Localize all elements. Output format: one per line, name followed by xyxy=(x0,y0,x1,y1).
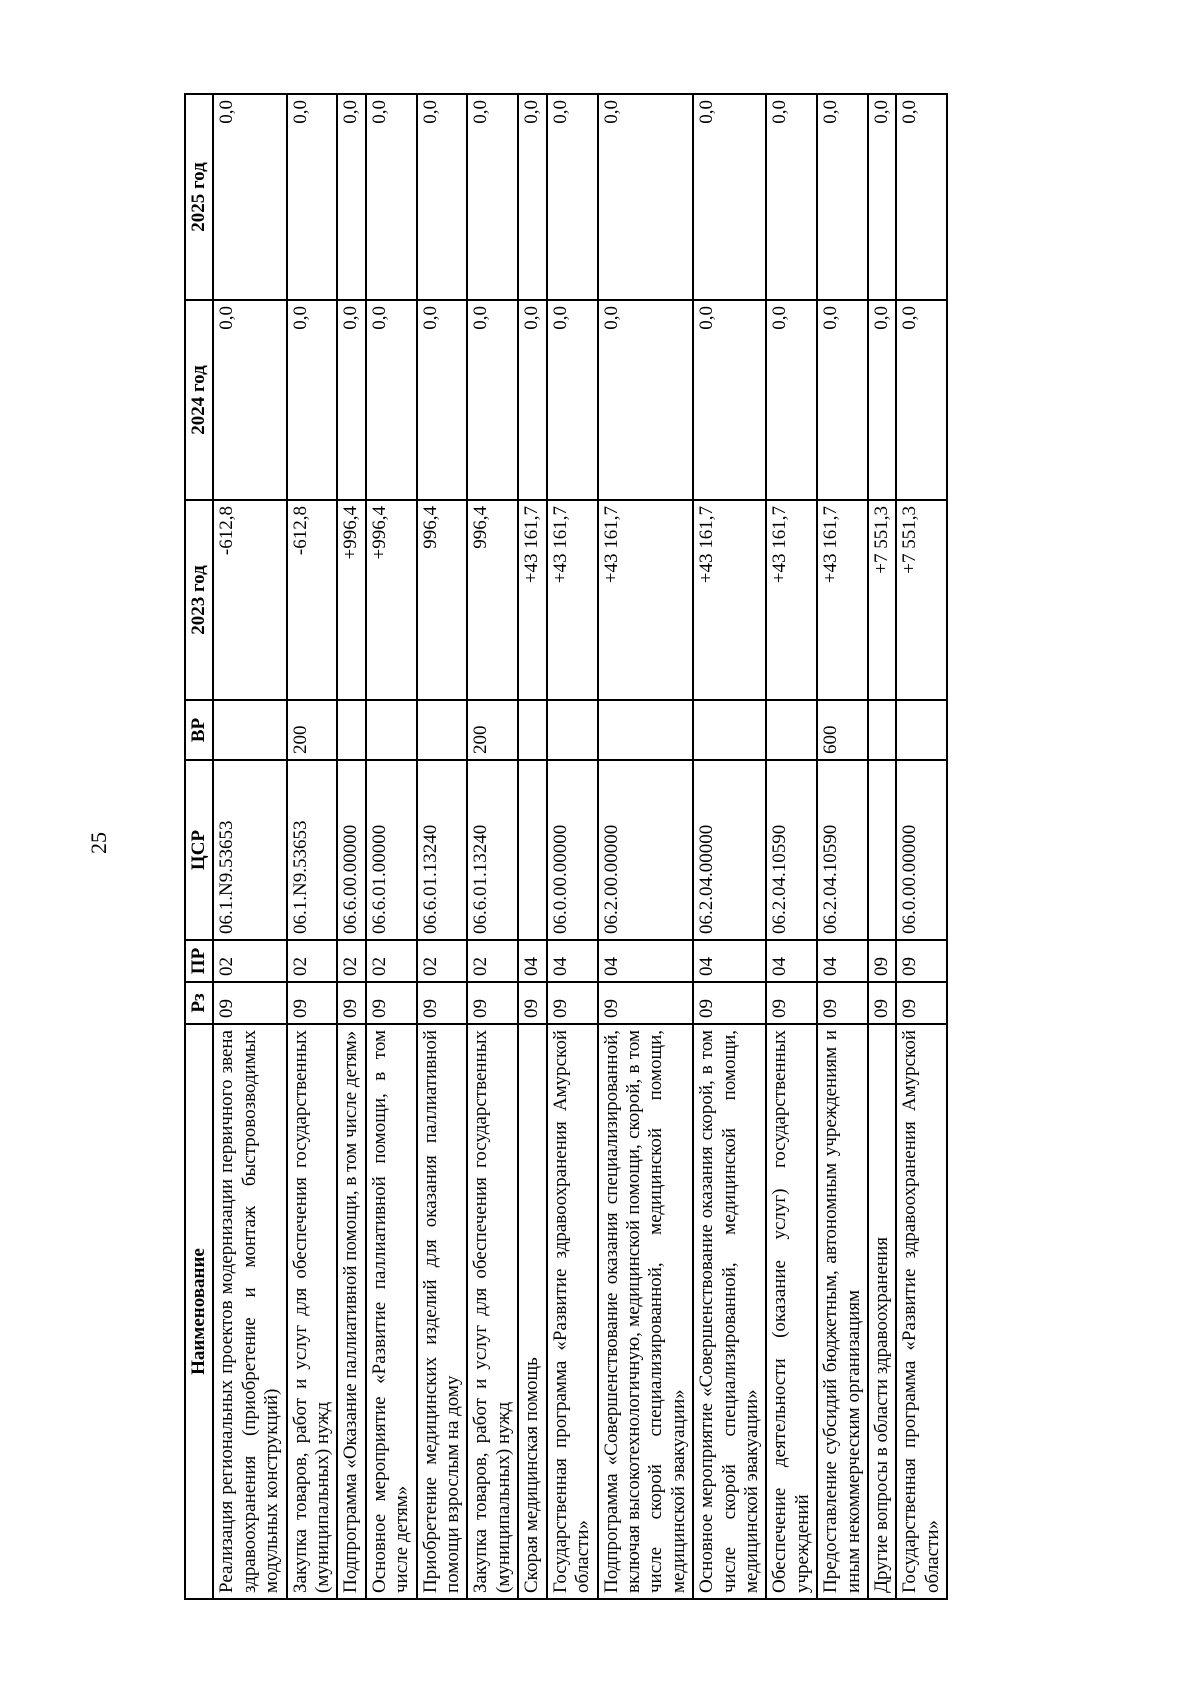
cell-vr xyxy=(417,700,468,760)
cell-y2025: 0,0 xyxy=(766,94,817,300)
cell-y2023: -612,8 xyxy=(213,500,286,700)
cell-y2025: 0,0 xyxy=(896,94,947,300)
cell-name: Государственная программа «Развитие здравоохранения Амурской области» xyxy=(896,1024,947,1599)
cell-csr: 06.6.01.13240 xyxy=(467,760,518,940)
cell-pr: 02 xyxy=(337,940,365,982)
cell-name: Приобретение медицинских изделий для оказания паллиативной помощи взрослым на дому xyxy=(417,1024,468,1599)
cell-vr xyxy=(518,700,546,760)
cell-y2023: +996,4 xyxy=(366,500,417,700)
rotated-table-container xyxy=(184,95,1044,1600)
cell-pr: 02 xyxy=(213,940,286,982)
cell-vr xyxy=(598,700,694,760)
cell-pr: 04 xyxy=(598,940,694,982)
cell-pr: 02 xyxy=(287,940,338,982)
cell-y2023: 996,4 xyxy=(467,500,518,700)
cell-rz: 09 xyxy=(693,982,766,1024)
header-2024: 2024 год xyxy=(185,300,213,500)
cell-y2025: 0,0 xyxy=(337,94,365,300)
cell-y2025: 0,0 xyxy=(868,94,896,300)
cell-csr: 06.2.00.00000 xyxy=(598,760,694,940)
cell-name: Закупка товаров, работ и услуг для обеспечения государственных (муниципальных) нужд xyxy=(467,1024,518,1599)
cell-y2025: 0,0 xyxy=(518,94,546,300)
cell-rz: 09 xyxy=(766,982,817,1024)
page-number: 25 xyxy=(86,832,111,854)
cell-pr: 04 xyxy=(518,940,546,982)
cell-csr: 06.1.N9.53653 xyxy=(287,760,338,940)
table-row xyxy=(467,94,518,1599)
header-pr: ПР xyxy=(185,940,213,982)
cell-name: Основное мероприятие «Развитие паллиативной помощи, в том числе детям» xyxy=(366,1024,417,1599)
table-row xyxy=(896,94,947,1599)
cell-y2025: 0,0 xyxy=(213,94,286,300)
cell-y2024: 0,0 xyxy=(547,300,598,500)
cell-y2025: 0,0 xyxy=(417,94,468,300)
header-2023: 2023 год xyxy=(185,500,213,700)
cell-rz: 09 xyxy=(366,982,417,1024)
cell-y2023: +43 161,7 xyxy=(693,500,766,700)
cell-rz: 09 xyxy=(213,982,286,1024)
table-row xyxy=(287,94,338,1599)
cell-name: Подпрограмма «Совершенствование оказания специализированной, включая высокотехнологичную, медицинской помощи, скорой, в том числе скорой специализированной, медицинской помощи, медицинской эвакуации» xyxy=(598,1024,694,1599)
cell-y2024: 0,0 xyxy=(417,300,468,500)
cell-csr: 06.1.N9.53653 xyxy=(213,760,286,940)
cell-rz: 09 xyxy=(547,982,598,1024)
cell-y2023: +7 551,3 xyxy=(868,500,896,700)
cell-vr xyxy=(868,700,896,760)
cell-pr: 09 xyxy=(868,940,896,982)
table-row xyxy=(417,94,468,1599)
cell-csr: 06.6.00.00000 xyxy=(337,760,365,940)
cell-vr xyxy=(337,700,365,760)
cell-y2023: +43 161,7 xyxy=(817,500,868,700)
cell-rz: 09 xyxy=(817,982,868,1024)
cell-rz: 09 xyxy=(417,982,468,1024)
cell-rz: 09 xyxy=(598,982,694,1024)
cell-rz: 09 xyxy=(896,982,947,1024)
cell-y2023: +43 161,7 xyxy=(547,500,598,700)
cell-vr xyxy=(693,700,766,760)
cell-csr: 06.2.04.00000 xyxy=(693,760,766,940)
cell-pr: 02 xyxy=(467,940,518,982)
cell-name: Основное мероприятие «Совершенствование оказания скорой, в том числе скорой специализированной, медицинской помощи, медицинской эвакуации» xyxy=(693,1024,766,1599)
cell-pr: 09 xyxy=(896,940,947,982)
cell-csr: 06.6.01.00000 xyxy=(366,760,417,940)
table-row xyxy=(598,94,694,1599)
cell-csr: 06.0.00.00000 xyxy=(547,760,598,940)
table-row xyxy=(213,94,286,1599)
header-csr: ЦСР xyxy=(185,760,213,940)
cell-y2025: 0,0 xyxy=(693,94,766,300)
cell-pr: 04 xyxy=(817,940,868,982)
cell-pr: 04 xyxy=(766,940,817,982)
cell-y2023: -612,8 xyxy=(287,500,338,700)
cell-y2025: 0,0 xyxy=(817,94,868,300)
cell-vr: 600 xyxy=(817,700,868,760)
table-row xyxy=(518,94,546,1599)
header-rz: Рз xyxy=(185,982,213,1024)
header-vr: ВР xyxy=(185,700,213,760)
cell-csr xyxy=(518,760,546,940)
cell-y2023: 996,4 xyxy=(417,500,468,700)
cell-y2024: 0,0 xyxy=(467,300,518,500)
cell-y2024: 0,0 xyxy=(518,300,546,500)
cell-y2024: 0,0 xyxy=(817,300,868,500)
cell-pr: 04 xyxy=(547,940,598,982)
table-row xyxy=(337,94,365,1599)
table-row xyxy=(693,94,766,1599)
cell-vr: 200 xyxy=(467,700,518,760)
cell-y2024: 0,0 xyxy=(896,300,947,500)
cell-name: Другие вопросы в области здравоохранения xyxy=(868,1024,896,1599)
cell-y2023: +7 551,3 xyxy=(896,500,947,700)
cell-name: Государственная программа «Развитие здравоохранения Амурской области» xyxy=(547,1024,598,1599)
table-row xyxy=(868,94,896,1599)
cell-pr: 02 xyxy=(366,940,417,982)
header-2025: 2025 год xyxy=(185,94,213,300)
cell-name: Реализация региональных проектов модернизации первичного звена здравоохранения (приобретение и монтаж быстровозводимых модульных конструкций) xyxy=(213,1024,286,1599)
table-body xyxy=(213,94,947,1599)
table-row xyxy=(766,94,817,1599)
cell-csr: 06.2.04.10590 xyxy=(766,760,817,940)
cell-y2024: 0,0 xyxy=(287,300,338,500)
table-row xyxy=(817,94,868,1599)
cell-y2023: +43 161,7 xyxy=(598,500,694,700)
budget-table xyxy=(184,93,948,1600)
cell-vr xyxy=(896,700,947,760)
cell-pr: 02 xyxy=(417,940,468,982)
cell-y2025: 0,0 xyxy=(366,94,417,300)
cell-csr: 06.2.04.10590 xyxy=(817,760,868,940)
cell-rz: 09 xyxy=(337,982,365,1024)
cell-rz: 09 xyxy=(467,982,518,1024)
cell-name: Закупка товаров, работ и услуг для обеспечения государственных (муниципальных) нужд xyxy=(287,1024,338,1599)
cell-name: Обеспечение деятельности (оказание услуг) государственных учреждений xyxy=(766,1024,817,1599)
cell-vr xyxy=(766,700,817,760)
cell-y2024: 0,0 xyxy=(693,300,766,500)
cell-csr xyxy=(868,760,896,940)
cell-name: Предоставление субсидий бюджетным, автономным учреждениям и иным некоммерческим организациям xyxy=(817,1024,868,1599)
table-row xyxy=(366,94,417,1599)
cell-y2024: 0,0 xyxy=(213,300,286,500)
cell-name: Скорая медицинская помощь xyxy=(518,1024,546,1599)
cell-y2024: 0,0 xyxy=(766,300,817,500)
cell-y2023: +43 161,7 xyxy=(518,500,546,700)
cell-y2024: 0,0 xyxy=(598,300,694,500)
table-row xyxy=(547,94,598,1599)
cell-y2024: 0,0 xyxy=(337,300,365,500)
cell-y2023: +43 161,7 xyxy=(766,500,817,700)
cell-vr xyxy=(547,700,598,760)
cell-y2023: +996,4 xyxy=(337,500,365,700)
cell-vr: 200 xyxy=(287,700,338,760)
cell-y2025: 0,0 xyxy=(547,94,598,300)
cell-pr: 04 xyxy=(693,940,766,982)
cell-vr xyxy=(366,700,417,760)
cell-rz: 09 xyxy=(868,982,896,1024)
cell-csr: 06.0.00.00000 xyxy=(896,760,947,940)
cell-name: Подпрограмма «Оказание паллиативной помощи, в том числе детям» xyxy=(337,1024,365,1599)
cell-y2024: 0,0 xyxy=(868,300,896,500)
cell-vr xyxy=(213,700,286,760)
cell-y2025: 0,0 xyxy=(598,94,694,300)
table-header-row xyxy=(185,94,213,1599)
cell-y2025: 0,0 xyxy=(287,94,338,300)
cell-rz: 09 xyxy=(287,982,338,1024)
cell-rz: 09 xyxy=(518,982,546,1024)
cell-csr: 06.6.01.13240 xyxy=(417,760,468,940)
header-name: Наименование xyxy=(185,1024,213,1599)
cell-y2024: 0,0 xyxy=(366,300,417,500)
cell-y2025: 0,0 xyxy=(467,94,518,300)
